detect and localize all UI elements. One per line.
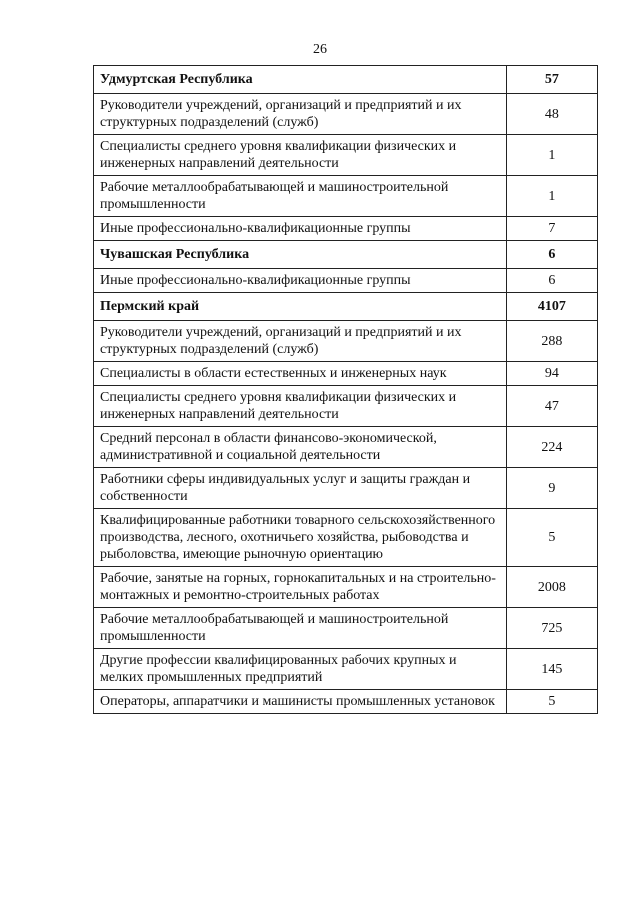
category-label: Средний персонал в области финансово-экономической, административной и социальной деятельности [94, 427, 507, 468]
table-row [94, 135, 598, 176]
region-label: Чувашская Республика [94, 241, 507, 269]
category-label: Работники сферы индивидуальных услуг и защиты граждан и собственности [94, 468, 507, 509]
category-label: Квалифицированные работники товарного сельскохозяйственного производства, лесного, охотничьего хозяйства, рыбоводства и рыболовства, имеющие рыночную ориентацию [94, 509, 507, 567]
category-value: 224 [506, 427, 597, 468]
category-value: 7 [506, 217, 597, 241]
table-row-region [94, 293, 598, 321]
category-value: 2008 [506, 567, 597, 608]
table-row-region [94, 66, 598, 94]
table-row [94, 427, 598, 468]
category-label: Операторы, аппаратчики и машинисты промышленных установок [94, 690, 507, 714]
quota-table-body [94, 66, 598, 714]
category-label: Специалисты среднего уровня квалификации физических и инженерных направлений деятельности [94, 386, 507, 427]
region-total: 6 [506, 241, 597, 269]
category-value: 9 [506, 468, 597, 509]
region-label: Удмуртская Республика [94, 66, 507, 94]
region-label: Пермский край [94, 293, 507, 321]
table-row [94, 94, 598, 135]
category-value: 94 [506, 362, 597, 386]
category-value: 47 [506, 386, 597, 427]
region-total: 4107 [506, 293, 597, 321]
category-value: 145 [506, 649, 597, 690]
category-label: Рабочие металлообрабатывающей и машиностроительной промышленности [94, 608, 507, 649]
category-value: 5 [506, 690, 597, 714]
category-label: Рабочие, занятые на горных, горнокапитальных и на строительно-монтажных и ремонтно-строительных работах [94, 567, 507, 608]
category-value: 5 [506, 509, 597, 567]
quota-table [93, 65, 598, 714]
category-value: 1 [506, 176, 597, 217]
table-row [94, 649, 598, 690]
category-label: Специалисты в области естественных и инженерных наук [94, 362, 507, 386]
table-row [94, 217, 598, 241]
table-row [94, 321, 598, 362]
category-value: 725 [506, 608, 597, 649]
table-row [94, 269, 598, 293]
category-label: Другие профессии квалифицированных рабочих крупных и мелких промышленных предприятий [94, 649, 507, 690]
table-row [94, 362, 598, 386]
category-label: Иные профессионально-квалификационные группы [94, 269, 507, 293]
category-value: 6 [506, 269, 597, 293]
table-row [94, 567, 598, 608]
table-row-region [94, 241, 598, 269]
page-number: 26 [313, 42, 327, 57]
table-row [94, 509, 598, 567]
table-row [94, 176, 598, 217]
category-label: Руководители учреждений, организаций и предприятий и их структурных подразделений (служб) [94, 94, 507, 135]
category-value: 48 [506, 94, 597, 135]
table-row [94, 690, 598, 714]
category-label: Специалисты среднего уровня квалификации физических и инженерных направлений деятельности [94, 135, 507, 176]
table-row [94, 608, 598, 649]
table-row [94, 468, 598, 509]
category-label: Рабочие металлообрабатывающей и машиностроительной промышленности [94, 176, 507, 217]
category-value: 288 [506, 321, 597, 362]
region-total: 57 [506, 66, 597, 94]
category-value: 1 [506, 135, 597, 176]
table-row [94, 386, 598, 427]
category-label: Иные профессионально-квалификационные группы [94, 217, 507, 241]
category-label: Руководители учреждений, организаций и предприятий и их структурных подразделений (служб) [94, 321, 507, 362]
